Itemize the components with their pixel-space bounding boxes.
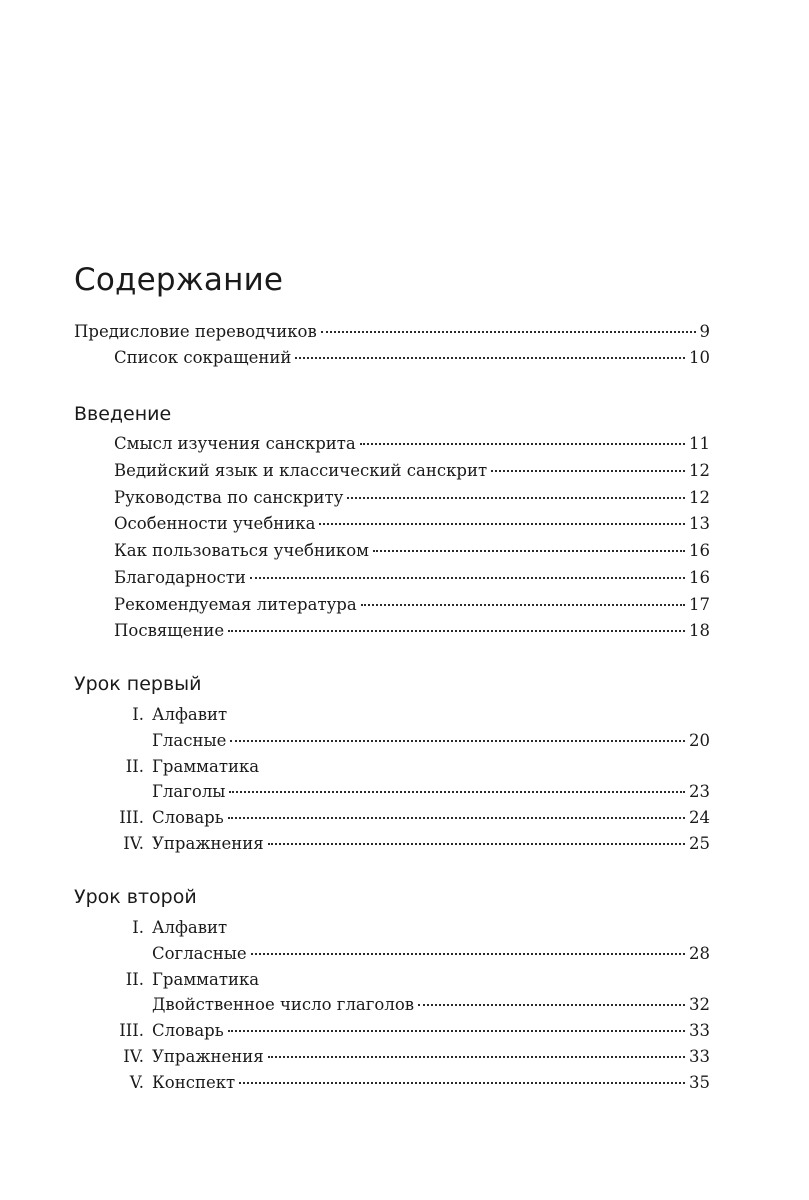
dot-leader [360,443,685,445]
toc-page-number: 23 [689,782,710,801]
dot-leader [319,523,685,525]
toc-entry[interactable] [152,782,710,808]
toc-entry-label: Посвящение [114,621,225,640]
dot-leader [250,577,685,579]
toc-page-number: 17 [689,595,710,614]
toc-page-number: 9 [699,322,710,341]
toc-entry[interactable] [152,731,710,757]
toc-entry-label: Гласные [152,731,227,750]
roman-numeral: III. [119,808,144,827]
toc-entry-label: Как пользоваться учебником [114,541,370,560]
dot-leader [228,1030,685,1032]
section-heading-lesson-2: Урок второй [74,886,197,908]
page-title: Содержание [74,262,284,298]
toc-entry[interactable] [119,808,710,834]
toc-entry[interactable] [119,1021,710,1047]
toc-page-number: 18 [689,621,710,640]
dot-leader [373,550,685,552]
dot-leader [321,331,696,333]
toc-entry[interactable] [114,461,710,487]
toc-entry-label: Алфавит [152,705,228,724]
toc-entry-label: Ведийский язык и классический санскрит [114,461,488,480]
toc-entry-label: Грамматика [152,757,260,776]
dot-leader [347,497,685,499]
toc-page-number: 32 [689,995,710,1014]
toc-entry[interactable] [152,995,710,1021]
roman-numeral: IV. [123,834,144,853]
toc-entry-label: Особенности учебника [114,514,316,533]
toc-entry-label: Грамматика [152,970,260,989]
toc-entry-label: Двойственное число глаголов [152,995,415,1014]
toc-entry[interactable] [123,1047,710,1073]
toc-entry-label: Конспект [152,1073,236,1092]
toc-entry[interactable] [152,944,710,970]
toc-page-number: 13 [689,514,710,533]
dot-leader [239,1082,685,1084]
toc-entry-label: Глаголы [152,782,226,801]
toc-page-number: 28 [689,944,710,963]
toc-entry[interactable] [123,834,710,860]
toc-entry[interactable] [129,1073,710,1099]
toc-page-number: 24 [689,808,710,827]
toc-entry[interactable] [114,434,710,460]
toc-page [74,0,710,1200]
toc-page-number: 33 [689,1047,710,1066]
roman-numeral: I. [132,918,144,937]
toc-entry-label: Смысл изучения санскрита [114,434,356,453]
dot-leader [230,740,685,742]
toc-page-number: 12 [689,461,710,480]
toc-entry[interactable] [114,488,710,514]
dot-leader [268,1056,685,1058]
toc-entry-preface[interactable] [74,322,710,348]
dot-leader [295,357,685,359]
dot-leader [228,630,685,632]
section-heading-lesson-1: Урок первый [74,673,202,695]
roman-numeral: II. [125,970,144,989]
toc-page-number: 12 [689,488,710,507]
roman-numeral: III. [119,1021,144,1040]
dot-leader [228,817,685,819]
dot-leader [418,1004,685,1006]
toc-entry[interactable] [125,757,710,783]
toc-entry-label: Благодарности [114,568,246,587]
roman-numeral: I. [132,705,144,724]
dot-leader [229,791,685,793]
toc-page-number: 16 [689,541,710,560]
toc-entry-label: Упражнения [152,834,264,853]
toc-entry-label: Согласные [152,944,247,963]
toc-entry-label: Словарь [152,1021,224,1040]
toc-entry[interactable] [114,621,710,647]
toc-page-number: 25 [689,834,710,853]
roman-numeral: II. [125,757,144,776]
dot-leader [491,470,685,472]
toc-entry-abbreviations[interactable] [114,348,710,374]
toc-page-number: 10 [689,348,710,367]
toc-page-number: 20 [689,731,710,750]
toc-entry-label: Список сокращений [114,348,292,367]
toc-entry-label: Предисловие переводчиков [74,322,317,341]
toc-entry-label: Руководства по санскриту [114,488,344,507]
dot-leader [361,604,685,606]
toc-entry[interactable] [114,514,710,540]
toc-page-number: 33 [689,1021,710,1040]
toc-page-number: 11 [689,434,710,453]
toc-entry-label: Упражнения [152,1047,264,1066]
toc-entry[interactable] [114,568,710,594]
toc-entry[interactable] [132,705,710,731]
section-heading-intro: Введение [74,403,172,425]
toc-entry[interactable] [114,595,710,621]
roman-numeral: V. [129,1073,144,1092]
toc-entry-label: Словарь [152,808,224,827]
roman-numeral: IV. [123,1047,144,1066]
dot-leader [251,953,685,955]
toc-entry[interactable] [125,970,710,996]
toc-entry[interactable] [114,541,710,567]
toc-entry-label: Алфавит [152,918,228,937]
toc-entry-label: Рекомендуемая литература [114,595,357,614]
toc-page-number: 35 [689,1073,710,1092]
dot-leader [268,843,685,845]
toc-entry[interactable] [132,918,710,944]
toc-page-number: 16 [689,568,710,587]
